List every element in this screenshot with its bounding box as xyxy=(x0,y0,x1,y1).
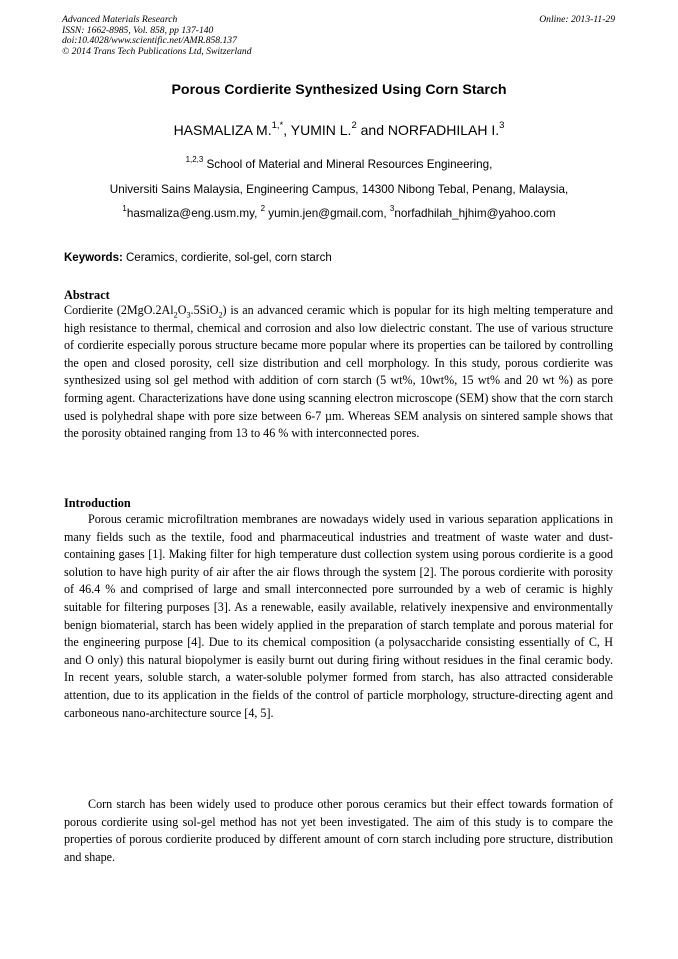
email-line xyxy=(0,206,678,222)
affiliation-sup: 1,2,3 xyxy=(185,155,204,165)
author-2: YUMIN L. xyxy=(290,122,352,138)
email-1-sup: 1 xyxy=(122,204,127,214)
author-3: NORFADHILAH I. xyxy=(387,122,500,138)
abstract-sub-1: 2 xyxy=(173,310,178,320)
abstract-text-1: Cordierite (2MgO.2Al xyxy=(64,303,174,317)
affiliation-line-1 xyxy=(0,157,678,173)
author-line xyxy=(0,120,678,140)
keywords-label: Keywords: xyxy=(64,252,123,264)
author-3-sup: 3 xyxy=(499,120,505,132)
doi-line: doi:10.4028/www.scientific.net/AMR.858.137 xyxy=(62,35,237,47)
abstract-text-4: ) is an advanced ceramic which is popular for its high melting temperature and high resistance to thermal, chemical and corrosion and also low dielectric constant. The use of various structure of cordierite especially porous structure became more popular where its properties can be tailored by controlling the open and closed porosity, cell size distribution and cell morphology. In this study, porous cordierite was synthesized using sol gel method with addition of corn starch (5 wt%, 10wt%, 15 wt% and 20 wt %) as pore forming agent. Characterizations have done using scanning electron microscope (SEM) show that the corn starch used is polyhedral shape with pore size between 6-7 µm. Whereas SEM analysis on sintered sample shows that the porosity obtained ranging from 13 to 46 % with interconnected pores. xyxy=(64,303,613,441)
abstract-sub-3: 2 xyxy=(218,310,223,320)
author-1: HASMALIZA M. xyxy=(173,122,272,138)
email-2[interactable]: yumin.jen@gmail.com, xyxy=(265,207,390,220)
abstract-body xyxy=(64,302,613,443)
affiliation-line-2: Universiti Sains Malaysia, Engineering Campus, 14300 Nibong Tebal, Penang, Malaysia, xyxy=(109,183,569,196)
copyright-line: © 2014 Trans Tech Publications Ltd, Switzerland xyxy=(62,45,252,57)
introduction-paragraph-2: Corn starch has been widely used to produce other porous ceramics but their effect towards formation of porous cordierite using sol-gel method has not yet been investigated. The aim of this study is to compare the properties of porous cordierite produced by different amount of corn starch including pore structure, distribution and shape. xyxy=(64,797,613,864)
affiliation-school: School of Material and Mineral Resources Engineering, xyxy=(203,158,493,171)
paper-title: Porous Cordierite Synthesized Using Corn Starch xyxy=(171,82,507,98)
email-1[interactable]: hasmaliza@eng.usm.my, xyxy=(126,207,261,220)
keywords xyxy=(64,250,332,266)
email-3-sup: 3 xyxy=(389,204,395,214)
journal-name: Advanced Materials Research xyxy=(62,14,178,25)
abstract-sub-2: 3 xyxy=(186,310,191,320)
journal-header xyxy=(62,15,252,57)
online-date: Online: 2013-11-29 xyxy=(539,14,615,25)
author-1-sup: 1,* xyxy=(271,120,284,132)
email-2-sup: 2 xyxy=(260,204,265,214)
keywords-text: Ceramics, cordierite, sol-gel, corn starch xyxy=(122,252,332,264)
abstract-text-3: .5SiO xyxy=(190,303,219,317)
introduction-paragraph-1: Porous ceramic microfiltration membranes are nowadays widely used in various separation applications in many fields such as the textile, food and pharmaceutical industries and treatment of waste water and dust-containing gases [1]. Making filter for high temperature dust collection system using porous cordierite is a good solution to have high purity of air after the air flows through the system [2]. The porous cordierite with porosity of 46.4 % and comprised of large and small interconnected pore surrounded by a web of ceramic is highly suitable for filtering purposes [3]. As a renewable, easily available, relatively inexpensive and environmentally benign biomaterial, starch has been widely applied in the preparation of starch template and porous material for the engineering purpose [4]. Due to its chemical composition (a polysaccharide consisting essentially of C, H and O only) this natural biopolymer is easily burnt out during firing without residues in the final ceramic body. In recent years, soluble starch, a water-soluble polymer formed from starch, has also attracted considerable attention, due to its application in the fields of the control of particle morphology, structure-directing agent and carboneous nano-architecture source [4, 5]. xyxy=(64,512,613,720)
introduction-heading: Introduction xyxy=(64,496,131,510)
author-2-sup: 2 xyxy=(351,120,357,132)
email-3[interactable]: norfadhilah_hjhim@yahoo.com xyxy=(394,207,556,220)
abstract-text-2: O xyxy=(177,303,187,317)
abstract-heading: Abstract xyxy=(64,288,110,302)
author-sep-1: , xyxy=(283,122,291,138)
author-sep-2: and xyxy=(356,122,388,138)
issn-line: ISSN: 1662-8985, Vol. 858, pp 137-140 xyxy=(62,24,214,36)
